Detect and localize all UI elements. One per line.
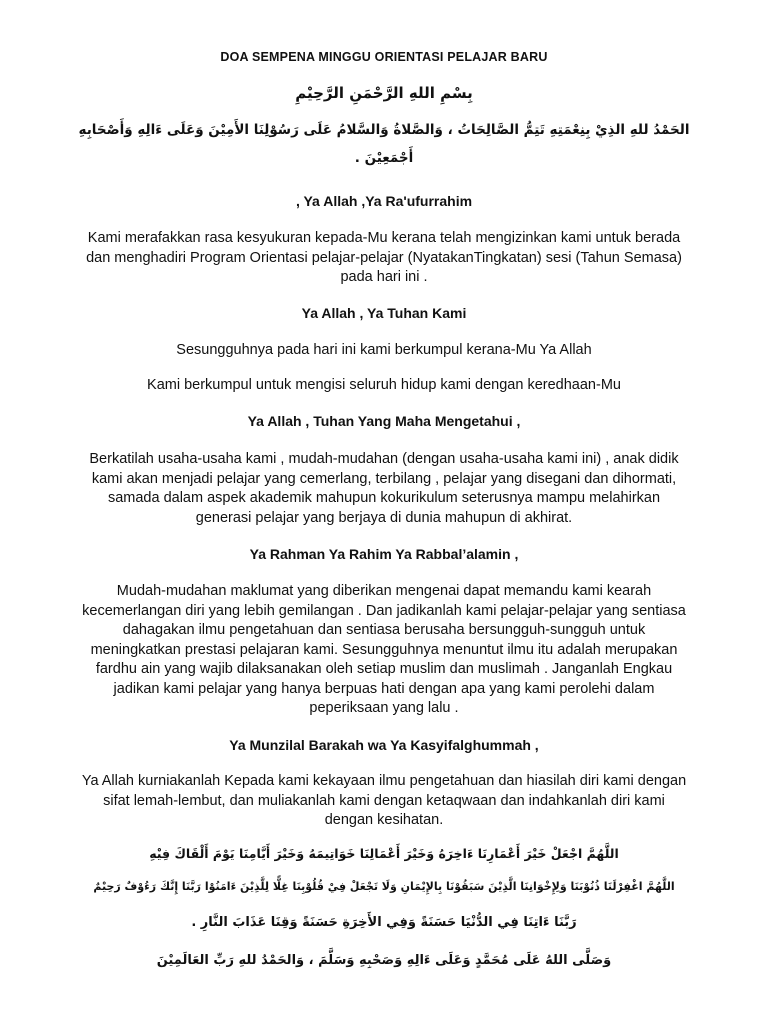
closing-arabic-line: اللَّهُمَّ اغْفِرْلَنَا ذُنُوْبَنَا وَلِإِخْوَانِنَا الَّذِيْنَ سَبَقُوْنَا بِالإِيْمَانِ وَلَا تَجْعَلْ فِيْ قُلُوْبِنَا غِلًّا لِلَّذِيْنَ ءَامَنُوْا رَبَّنَا إِنَّكَ رَءُوْفٌ رَحِيْمٌ	[93, 880, 675, 893]
opening-arabic: الحَمْدُ للهِ الذِيْ بِنِعْمَتِهِ تَتِمُّ الصَّالِحَاتُ ، وَالصَّلاةُ وَالسَّلامُ عَلَى رَسُوْلِنَا الأَمِيْنَ وَعَلَى ءَالِهِ وَأَصْحَابِهِ أَجْمَعِيْنَ .	[78, 122, 690, 166]
section-paragraph: Kami merafakkan rasa kesyukuran kepada-Mu kerana telah mengizinkan kami untuk berada dan menghadiri Program Orientasi pelajar-pelajar (NyatakanTingkatan) sesi (Tahun Semasa) pada hari ini .	[86, 230, 682, 285]
section-paragraph: Berkatilah usaha-usaha kami , mudah-mudahan (dengan usaha-usaha kami ini) , anak didik kami akan menjadi pelajar yang cemerlang, terbilang , pelajar yang disegani dan dihormati, samada dalam aspek akademik mahupun kokurikulum seterusnya mampu melahirkan generasi pelajar yang berjaya di dunia mahupun di akhirat.	[89, 451, 679, 526]
section-heading: Ya Allah , Ya Tuhan Kami	[301, 305, 467, 321]
section-paragraph: Kami berkumpul untuk mengisi seluruh hidup kami dengan keredhaan-Mu	[147, 377, 621, 393]
section-heading: Ya Allah , Tuhan Yang Maha Mengetahui ,	[247, 413, 521, 429]
section-paragraph: Mudah-mudahan maklumat yang diberikan mengenai dapat memandu kami kearah kecemerlangan diri yang lebih gemilangan . Dan jadikanlah kami pelajar-pelajar yang sentiasa dahagakan ilmu pengetahuan dan sentiasa berusaha bersungguh-sungguh untuk meningkatkan prestasi pelajaran kami. Sesungguhnya menuntut ilmu itu adalah merupakan fardhu ain yang wajib dilaksanakan oleh setiap muslim dan muslimah . Janganlah Engkau jadikan kami pelajar yang hanya berpuas hati dengan apa yang kami perolehi dalam peperiksaan yang lalu .	[82, 583, 686, 716]
section-paragraph: Ya Allah kurniakanlah Kepada kami kekayaan ilmu pengetahuan dan hiasilah diri kami dengan sifat lemah-lembut, dan muliakanlah kami dengan ketaqwaan dan indahkanlah diri kami dengan kesihatan.	[81, 773, 687, 828]
closing-arabic-line: رَبَّنَا ءَاتِنَا فِي الدُّنْيَا حَسَنَةً وَفِي الأَخِرَةِ حَسَنَةً وَقِنَا عَذَابَ النَّارِ .	[191, 915, 577, 930]
section-paragraph: Sesungguhnya pada hari ini kami berkumpul kerana-Mu Ya Allah	[176, 342, 592, 358]
closing-arabic-line: وَصَلَّى اللهُ عَلَى مُحَمَّدٍ وَعَلَى ءَالِهِ وَصَحْبِهِ وَسَلَّمَ ، وَالحَمْدُ للهِ رَبِّ العَالَمِيْنَ	[156, 953, 612, 968]
section-heading: Ya Rahman Ya Rahim Ya Rabbal’alamin ,	[249, 546, 519, 562]
closing-arabic-line: اللَّهُمَّ اجْعَلْ خَيْرَ أَعْمَارِنَا ءَاخِرَهُ وَخَيْرَ أَعْمَالِنَا خَوَاتِيمَهُ وَخَيْرَ أَيَّامِنَا يَوْمَ أَلْقَاكَ فِيْهِ	[149, 846, 619, 861]
document-title: DOA SEMPENA MINGGU ORIENTASI PELAJAR BARU	[220, 50, 548, 64]
section-heading: Ya Munzilal Barakah wa Ya Kasyifalghummah ,	[229, 737, 539, 753]
section-heading: , Ya Allah ,Ya Ra'ufurrahim	[295, 193, 473, 209]
basmalah: بِسْمِ اللهِ الرَّحْمَنِ الرَّحِيْمِ	[295, 84, 473, 102]
